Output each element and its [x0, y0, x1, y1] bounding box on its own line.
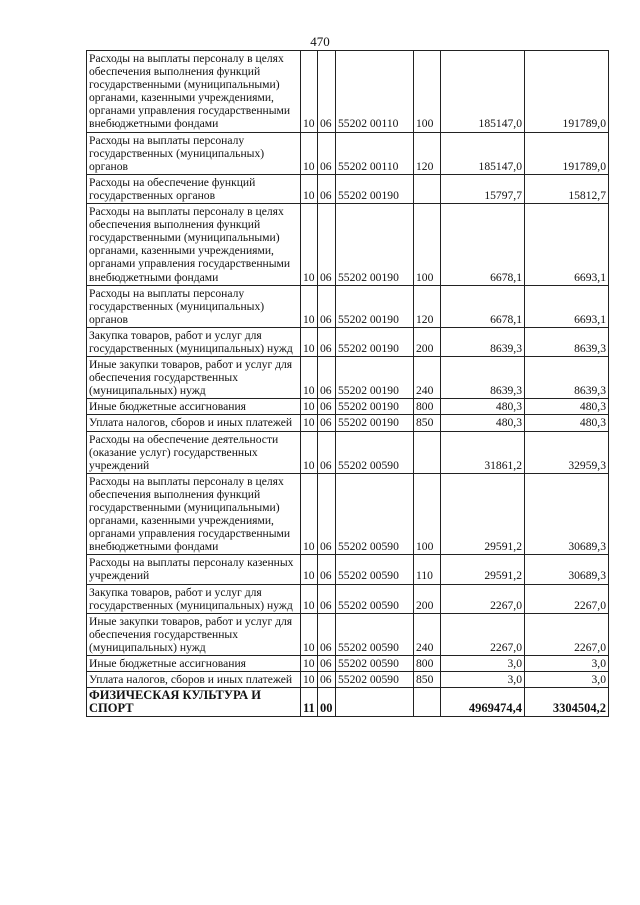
target-article-cell: 55202 00590: [336, 555, 414, 584]
section-code-cell: 10: [301, 357, 318, 399]
target-article-cell: 55202 00110: [336, 132, 414, 174]
amount-year1-cell: 4969474,4: [441, 688, 525, 717]
expense-name-cell: Расходы на выплаты персоналу в целях обеспечения выполнения функций государственными (муниципальными) органами, казенными учреждениями, органами управления государственными внебюджетными фондами: [87, 204, 301, 286]
table-row: [87, 555, 609, 584]
amount-year1-cell: 15797,7: [441, 174, 525, 203]
budget-table: [86, 50, 609, 717]
table-row: [87, 204, 609, 286]
expense-name-cell: Расходы на обеспечение деятельности (оказание услуг) государственных учреждений: [87, 431, 301, 473]
amount-year2-cell: 2267,0: [525, 613, 609, 655]
target-article-cell: 55202 00590: [336, 584, 414, 613]
expense-name-cell: Иные закупки товаров, работ и услуг для обеспечения государственных (муниципальных) нужд: [87, 613, 301, 655]
target-article-cell: 55202 00190: [336, 285, 414, 327]
amount-year1-cell: 6678,1: [441, 204, 525, 286]
table-row: [87, 174, 609, 203]
amount-year2-cell: 8639,3: [525, 327, 609, 356]
expense-name-cell: Уплата налогов, сборов и иных платежей: [87, 672, 301, 688]
section-code-cell: 11: [301, 688, 318, 717]
subsection-code-cell: 06: [318, 132, 336, 174]
target-article-cell: 55202 00190: [336, 357, 414, 399]
expense-name-cell: Уплата налогов, сборов и иных платежей: [87, 415, 301, 431]
amount-year1-cell: 29591,2: [441, 555, 525, 584]
expense-type-cell: [414, 431, 441, 473]
section-code-cell: 10: [301, 584, 318, 613]
expense-type-cell: [414, 688, 441, 717]
amount-year1-cell: 29591,2: [441, 473, 525, 555]
section-code-cell: 10: [301, 204, 318, 286]
amount-year2-cell: 191789,0: [525, 51, 609, 133]
subsection-code-cell: 06: [318, 613, 336, 655]
expense-type-cell: 120: [414, 285, 441, 327]
target-article-cell: 55202 00110: [336, 51, 414, 133]
expense-type-cell: 850: [414, 415, 441, 431]
target-article-cell: 55202 00590: [336, 672, 414, 688]
section-code-cell: 10: [301, 51, 318, 133]
section-code-cell: 10: [301, 672, 318, 688]
subsection-code-cell: 06: [318, 327, 336, 356]
subsection-code-cell: 06: [318, 584, 336, 613]
subsection-code-cell: 06: [318, 174, 336, 203]
table-row: [87, 132, 609, 174]
table-row: [87, 473, 609, 555]
expense-type-cell: 100: [414, 473, 441, 555]
table-row: [87, 613, 609, 655]
table-row: [87, 357, 609, 399]
expense-type-cell: 100: [414, 51, 441, 133]
expense-type-cell: 800: [414, 399, 441, 415]
table-row: [87, 656, 609, 672]
expense-name-cell: Иные бюджетные ассигнования: [87, 656, 301, 672]
budget-table-body: [87, 51, 609, 717]
amount-year2-cell: 191789,0: [525, 132, 609, 174]
amount-year1-cell: 31861,2: [441, 431, 525, 473]
amount-year2-cell: 30689,3: [525, 473, 609, 555]
amount-year2-cell: 480,3: [525, 399, 609, 415]
expense-type-cell: 200: [414, 584, 441, 613]
subsection-code-cell: 06: [318, 672, 336, 688]
amount-year2-cell: 32959,3: [525, 431, 609, 473]
section-code-cell: 10: [301, 431, 318, 473]
table-row: [87, 285, 609, 327]
expense-name-cell: ФИЗИЧЕСКАЯ КУЛЬТУРА И СПОРТ: [87, 688, 301, 717]
target-article-cell: 55202 00590: [336, 431, 414, 473]
table-row: [87, 431, 609, 473]
expense-type-cell: 110: [414, 555, 441, 584]
section-code-cell: 10: [301, 415, 318, 431]
amount-year2-cell: 3,0: [525, 656, 609, 672]
amount-year1-cell: 480,3: [441, 415, 525, 431]
target-article-cell: [336, 688, 414, 717]
expense-type-cell: 100: [414, 204, 441, 286]
expense-name-cell: Расходы на выплаты персоналу государственных (муниципальных) органов: [87, 132, 301, 174]
amount-year1-cell: 2267,0: [441, 584, 525, 613]
section-code-cell: 10: [301, 555, 318, 584]
expense-name-cell: Иные закупки товаров, работ и услуг для обеспечения государственных (муниципальных) нужд: [87, 357, 301, 399]
table-row: [87, 415, 609, 431]
subsection-code-cell: 00: [318, 688, 336, 717]
page-number: 470: [310, 34, 330, 49]
amount-year2-cell: 30689,3: [525, 555, 609, 584]
expense-name-cell: Расходы на выплаты персоналу казенных учреждений: [87, 555, 301, 584]
amount-year1-cell: 185147,0: [441, 132, 525, 174]
section-code-cell: 10: [301, 656, 318, 672]
section-code-cell: 10: [301, 473, 318, 555]
amount-year1-cell: 480,3: [441, 399, 525, 415]
amount-year2-cell: 8639,3: [525, 357, 609, 399]
target-article-cell: 55202 00190: [336, 174, 414, 203]
section-code-cell: 10: [301, 327, 318, 356]
amount-year1-cell: 8639,3: [441, 327, 525, 356]
subsection-code-cell: 06: [318, 357, 336, 399]
expense-name-cell: Иные бюджетные ассигнования: [87, 399, 301, 415]
section-code-cell: 10: [301, 613, 318, 655]
subsection-code-cell: 06: [318, 399, 336, 415]
subsection-code-cell: 06: [318, 415, 336, 431]
subsection-code-cell: 06: [318, 204, 336, 286]
expense-name-cell: Расходы на выплаты персоналу в целях обеспечения выполнения функций государственными (муниципальными) органами, казенными учреждениями, органами управления государственными внебюджетными фондами: [87, 473, 301, 555]
expense-name-cell: Закупка товаров, работ и услуг для государственных (муниципальных) нужд: [87, 327, 301, 356]
expense-type-cell: 120: [414, 132, 441, 174]
section-code-cell: 10: [301, 132, 318, 174]
amount-year2-cell: 2267,0: [525, 584, 609, 613]
amount-year1-cell: 6678,1: [441, 285, 525, 327]
table-row: [87, 688, 609, 717]
amount-year2-cell: 6693,1: [525, 204, 609, 286]
table-row: [87, 51, 609, 133]
target-article-cell: 55202 00590: [336, 656, 414, 672]
table-row: [87, 672, 609, 688]
expense-type-cell: 240: [414, 357, 441, 399]
expense-type-cell: 850: [414, 672, 441, 688]
subsection-code-cell: 06: [318, 555, 336, 584]
section-code-cell: 10: [301, 399, 318, 415]
expense-type-cell: [414, 174, 441, 203]
target-article-cell: 55202 00590: [336, 613, 414, 655]
subsection-code-cell: 06: [318, 285, 336, 327]
expense-name-cell: Расходы на обеспечение функций государственных органов: [87, 174, 301, 203]
target-article-cell: 55202 00190: [336, 415, 414, 431]
expense-name-cell: Расходы на выплаты персоналу в целях обеспечения выполнения функций государственными (муниципальными) органами, казенными учреждениями, органами управления государственными внебюджетными фондами: [87, 51, 301, 133]
target-article-cell: 55202 00590: [336, 473, 414, 555]
amount-year2-cell: 3,0: [525, 672, 609, 688]
expense-name-cell: Закупка товаров, работ и услуг для государственных (муниципальных) нужд: [87, 584, 301, 613]
target-article-cell: 55202 00190: [336, 204, 414, 286]
subsection-code-cell: 06: [318, 431, 336, 473]
table-row: [87, 327, 609, 356]
amount-year1-cell: 2267,0: [441, 613, 525, 655]
amount-year1-cell: 185147,0: [441, 51, 525, 133]
section-code-cell: 10: [301, 174, 318, 203]
table-row: [87, 399, 609, 415]
table-row: [87, 584, 609, 613]
amount-year1-cell: 8639,3: [441, 357, 525, 399]
expense-type-cell: 200: [414, 327, 441, 356]
amount-year1-cell: 3,0: [441, 672, 525, 688]
subsection-code-cell: 06: [318, 473, 336, 555]
section-code-cell: 10: [301, 285, 318, 327]
subsection-code-cell: 06: [318, 51, 336, 133]
expense-name-cell: Расходы на выплаты персоналу государственных (муниципальных) органов: [87, 285, 301, 327]
amount-year2-cell: 3304504,2: [525, 688, 609, 717]
amount-year1-cell: 3,0: [441, 656, 525, 672]
amount-year2-cell: 480,3: [525, 415, 609, 431]
target-article-cell: 55202 00190: [336, 327, 414, 356]
amount-year2-cell: 6693,1: [525, 285, 609, 327]
subsection-code-cell: 06: [318, 656, 336, 672]
amount-year2-cell: 15812,7: [525, 174, 609, 203]
expense-type-cell: 240: [414, 613, 441, 655]
target-article-cell: 55202 00190: [336, 399, 414, 415]
expense-type-cell: 800: [414, 656, 441, 672]
